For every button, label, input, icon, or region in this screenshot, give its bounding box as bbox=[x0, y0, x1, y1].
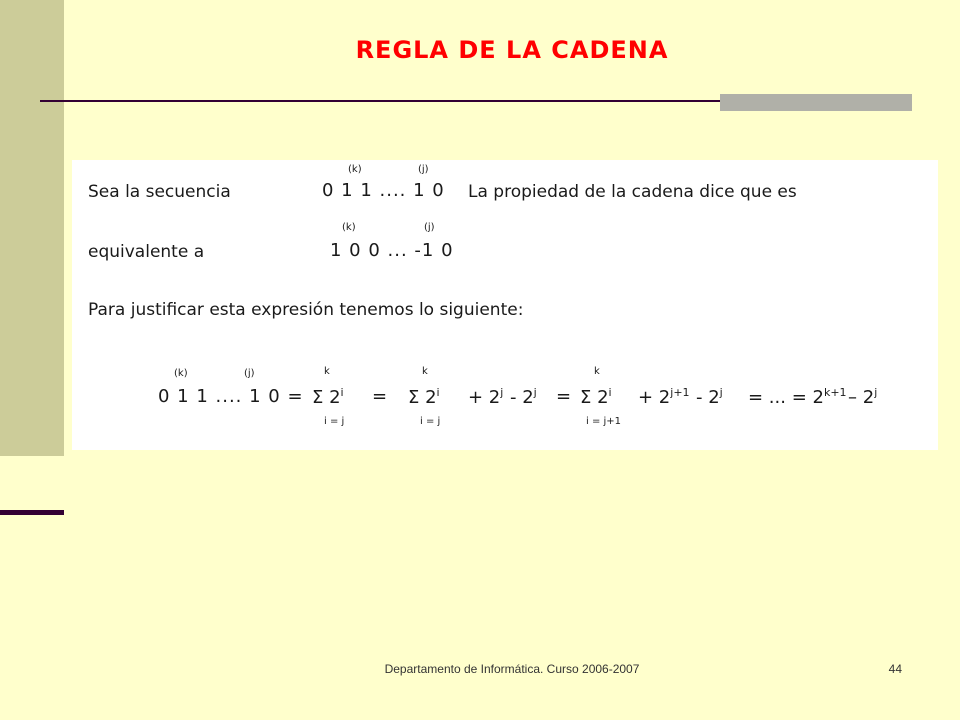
line2-text: equivalente a bbox=[88, 242, 205, 262]
left-accent-bar bbox=[0, 510, 64, 515]
sum2-exp: i bbox=[436, 386, 440, 399]
term3a-exp: j+1 bbox=[670, 386, 690, 399]
formula-sup-k: (k) bbox=[174, 368, 188, 379]
term2a-exp: j bbox=[500, 386, 504, 399]
term2b-base: - 2 bbox=[510, 387, 534, 408]
line2-sup-k: (k) bbox=[342, 222, 356, 233]
term3c-base: = ... = 2 bbox=[748, 387, 824, 408]
term2a bbox=[468, 386, 503, 408]
sum3-exp: i bbox=[608, 386, 612, 399]
line1-sup-k: (k) bbox=[348, 164, 362, 175]
term3c bbox=[748, 386, 847, 408]
line1-sup-j: (j) bbox=[418, 164, 429, 175]
sum1-exp: i bbox=[340, 386, 344, 399]
term2a-base: + 2 bbox=[468, 387, 501, 408]
term2b-exp: j bbox=[533, 386, 537, 399]
term3d-base: – 2 bbox=[848, 387, 875, 408]
term3d bbox=[848, 386, 877, 408]
sum3-upper: k bbox=[594, 366, 600, 377]
sum2-base: Σ 2 bbox=[408, 387, 437, 408]
term2b bbox=[510, 386, 537, 408]
page-number: 44 bbox=[888, 662, 902, 676]
formula-sequence: 0 1 1 .... 1 0 = bbox=[158, 386, 304, 407]
term3d-exp: j bbox=[874, 386, 878, 399]
line2-sequence: 1 0 0 ... -1 0 bbox=[330, 240, 454, 261]
line1-tail: La propiedad de la cadena dice que es bbox=[468, 182, 797, 202]
sum2-lower: i = j bbox=[420, 416, 441, 427]
line2-sup-j: (j) bbox=[424, 222, 435, 233]
sum1 bbox=[312, 386, 344, 408]
term3c-exp: k+1 bbox=[823, 386, 847, 399]
sum1-base: Σ 2 bbox=[312, 387, 341, 408]
sum2 bbox=[408, 386, 440, 408]
term3a-base: + 2 bbox=[638, 387, 671, 408]
left-sidebar-band bbox=[0, 0, 64, 456]
slide-footer: Departamento de Informática. Curso 2006-2007 bbox=[384, 662, 640, 676]
content-panel bbox=[72, 160, 938, 450]
line3-text: Para justificar esta expresión tenemos lo siguiente: bbox=[88, 300, 524, 320]
sum3 bbox=[580, 386, 612, 408]
equals-2: = bbox=[556, 386, 572, 407]
sum3-base: Σ 2 bbox=[580, 387, 609, 408]
line1-text: Sea la secuencia bbox=[88, 182, 231, 202]
equals-1: = bbox=[372, 386, 388, 407]
sum1-upper: k bbox=[324, 366, 330, 377]
term3b bbox=[696, 386, 723, 408]
slide-title: REGLA DE LA CADENA bbox=[355, 36, 669, 64]
sum1-lower: i = j bbox=[324, 416, 345, 427]
term3a bbox=[638, 386, 690, 408]
formula-sup-j: (j) bbox=[244, 368, 255, 379]
line1-sequence: 0 1 1 .... 1 0 bbox=[322, 180, 445, 201]
sum2-upper: k bbox=[422, 366, 428, 377]
term3b-exp: j bbox=[719, 386, 723, 399]
term3b-base: - 2 bbox=[696, 387, 720, 408]
title-divider-block bbox=[720, 94, 912, 111]
sum3-lower: i = j+1 bbox=[586, 416, 622, 427]
